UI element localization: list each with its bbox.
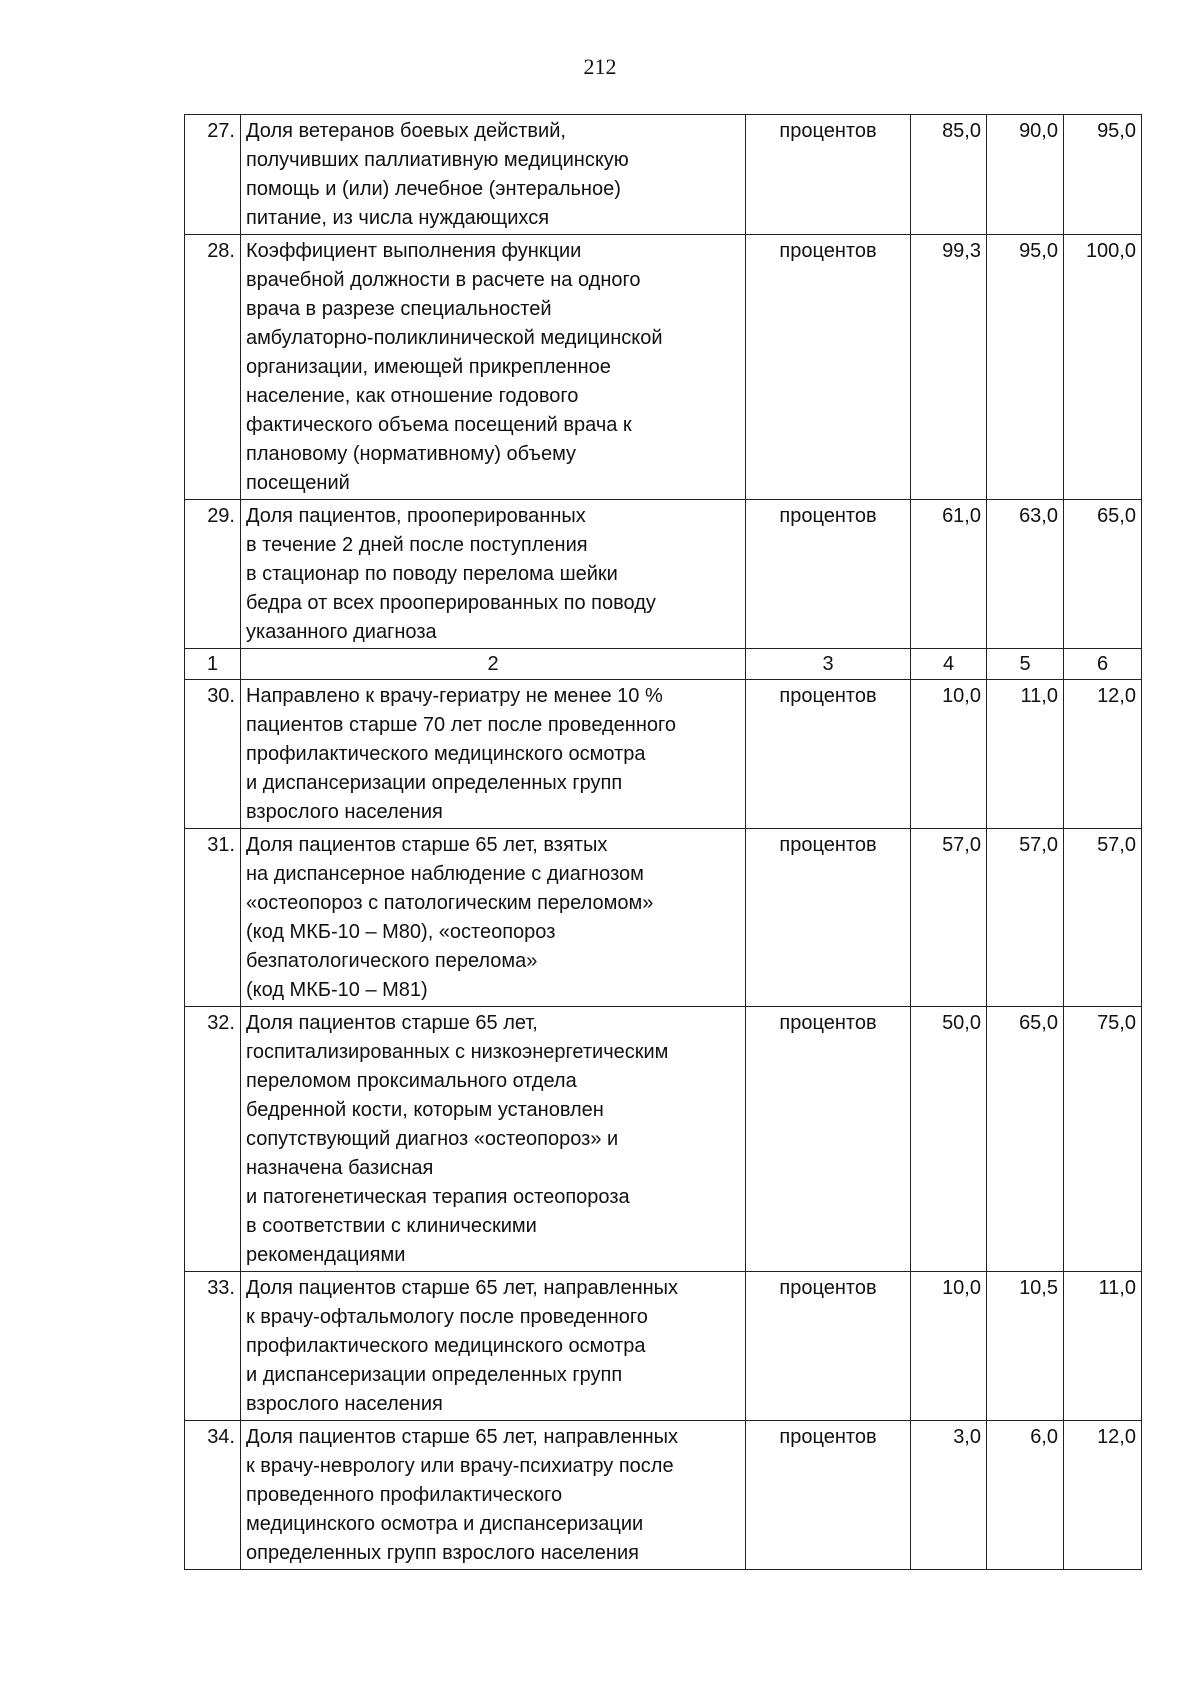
description-line: организации, имеющей прикрепленное (246, 356, 611, 378)
value-cell-1: 61,0 (911, 500, 987, 649)
description-line: и диспансеризации определенных групп (246, 772, 623, 794)
row-number: 34. (185, 1421, 241, 1570)
table-row (185, 1007, 1142, 1272)
row-number: 32. (185, 1007, 241, 1272)
description-line: безпатологического перелома» (246, 950, 538, 972)
description-line: бедра от всех прооперированных по поводу (246, 592, 656, 614)
indicator-description (241, 235, 746, 500)
unit-cell: процентов (746, 235, 911, 500)
description-line: взрослого населения (246, 801, 443, 823)
description-line: на диспансерное наблюдение с диагнозом (246, 863, 644, 885)
column-number-3: 3 (746, 649, 911, 680)
indicator-description (241, 1272, 746, 1421)
description-line: профилактического медицинского осмотра (246, 1335, 646, 1357)
value-cell-1: 50,0 (911, 1007, 987, 1272)
table-body-top (185, 115, 1142, 649)
value-cell-3: 95,0 (1064, 115, 1142, 235)
description-line: медицинского осмотра и диспансеризации (246, 1513, 644, 1535)
description-line: Доля пациентов старше 65 лет, направленных (246, 1277, 679, 1299)
unit-cell: процентов (746, 1007, 911, 1272)
row-number: 28. (185, 235, 241, 500)
description-line: к врачу-неврологу или врачу-психиатру после (246, 1455, 674, 1477)
indicators-table (184, 114, 1142, 1570)
indicator-description (241, 829, 746, 1007)
unit-cell: процентов (746, 115, 911, 235)
value-cell-1: 57,0 (911, 829, 987, 1007)
value-cell-3: 100,0 (1064, 235, 1142, 500)
value-cell-3: 57,0 (1064, 829, 1142, 1007)
value-cell-1: 99,3 (911, 235, 987, 500)
description-line: Доля ветеранов боевых действий, (246, 120, 566, 142)
table-row (185, 235, 1142, 500)
description-line: Доля пациентов старше 65 лет, (246, 1012, 538, 1034)
value-cell-3: 12,0 (1064, 680, 1142, 829)
table-row (185, 115, 1142, 235)
table-row (185, 829, 1142, 1007)
description-line: взрослого населения (246, 1393, 443, 1415)
table-body-bottom (185, 680, 1142, 1570)
description-line: и диспансеризации определенных групп (246, 1364, 623, 1386)
value-cell-2: 6,0 (987, 1421, 1064, 1570)
description-line: указанного диагноза (246, 621, 437, 643)
description-line: пациентов старше 70 лет после проведенного (246, 714, 676, 736)
value-cell-2: 11,0 (987, 680, 1064, 829)
column-number-6: 6 (1064, 649, 1142, 680)
row-number: 33. (185, 1272, 241, 1421)
description-line: питание, из числа нуждающихся (246, 207, 550, 229)
column-number-4: 4 (911, 649, 987, 680)
description-line: население, как отношение годового (246, 385, 579, 407)
column-numbers-row-group (185, 649, 1142, 680)
value-cell-3: 65,0 (1064, 500, 1142, 649)
description-line: сопутствующий диагноз «остеопороз» и (246, 1128, 619, 1150)
description-line: профилактического медицинского осмотра (246, 743, 646, 765)
description-line: (код МКБ-10 – М81) (246, 979, 428, 1001)
description-line: врачебной должности в расчете на одного (246, 269, 641, 291)
value-cell-3: 75,0 (1064, 1007, 1142, 1272)
table-row (185, 500, 1142, 649)
unit-cell: процентов (746, 1272, 911, 1421)
description-line: и патогенетическая терапия остеопороза (246, 1186, 630, 1208)
description-line: к врачу-офтальмологу после проведенного (246, 1306, 648, 1328)
description-line: в стационар по поводу перелома шейки (246, 563, 618, 585)
value-cell-1: 10,0 (911, 1272, 987, 1421)
description-line: плановому (нормативному) объему (246, 443, 577, 465)
table-row (185, 1272, 1142, 1421)
description-line: проведенного профилактического (246, 1484, 563, 1506)
column-number-5: 5 (987, 649, 1064, 680)
description-line: Коэффициент выполнения функции (246, 240, 582, 262)
unit-cell: процентов (746, 680, 911, 829)
page-number: 212 (583, 54, 617, 79)
description-line: Направлено к врачу-гериатру не менее 10 % (246, 685, 663, 707)
description-line: посещений (246, 472, 350, 494)
description-line: переломом проксимального отдела (246, 1070, 577, 1092)
unit-cell: процентов (746, 1421, 911, 1570)
description-line: в течение 2 дней после поступления (246, 534, 588, 556)
value-cell-2: 65,0 (987, 1007, 1064, 1272)
table-row (185, 1421, 1142, 1570)
description-line: бедренной кости, которым установлен (246, 1099, 604, 1121)
unit-cell: процентов (746, 829, 911, 1007)
description-line: в соответствии с клиническими (246, 1215, 537, 1237)
value-cell-1: 10,0 (911, 680, 987, 829)
description-line: госпитализированных с низкоэнергетическим (246, 1041, 669, 1063)
description-line: рекомендациями (246, 1244, 406, 1266)
description-line: врача в разрезе специальностей (246, 298, 552, 320)
unit-cell: процентов (746, 500, 911, 649)
description-line: «остеопороз с патологическим переломом» (246, 892, 654, 914)
value-cell-2: 10,5 (987, 1272, 1064, 1421)
description-line: амбулаторно-поликлинической медицинской (246, 327, 663, 349)
row-number: 27. (185, 115, 241, 235)
value-cell-2: 63,0 (987, 500, 1064, 649)
column-numbers-row (185, 649, 1142, 680)
indicator-description (241, 1007, 746, 1272)
indicator-description (241, 115, 746, 235)
column-number-1: 1 (185, 649, 241, 680)
description-line: определенных групп взрослого населения (246, 1542, 639, 1564)
indicator-description (241, 680, 746, 829)
value-cell-1: 3,0 (911, 1421, 987, 1570)
value-cell-2: 95,0 (987, 235, 1064, 500)
indicator-description (241, 1421, 746, 1570)
row-number: 29. (185, 500, 241, 649)
table-row (185, 680, 1142, 829)
row-number: 31. (185, 829, 241, 1007)
value-cell-2: 90,0 (987, 115, 1064, 235)
value-cell-1: 85,0 (911, 115, 987, 235)
row-number: 30. (185, 680, 241, 829)
description-line: фактического объема посещений врача к (246, 414, 632, 436)
description-line: Доля пациентов старше 65 лет, направленных (246, 1426, 679, 1448)
value-cell-2: 57,0 (987, 829, 1064, 1007)
description-line: (код МКБ-10 – М80), «остеопороз (246, 921, 556, 943)
description-line: получивших паллиативную медицинскую (246, 149, 629, 171)
description-line: назначена базисная (246, 1157, 434, 1179)
value-cell-3: 12,0 (1064, 1421, 1142, 1570)
column-number-2: 2 (241, 649, 746, 680)
description-line: Доля пациентов, прооперированных (246, 505, 586, 527)
description-line: помощь и (или) лечебное (энтеральное) (246, 178, 621, 200)
indicator-description (241, 500, 746, 649)
value-cell-3: 11,0 (1064, 1272, 1142, 1421)
description-line: Доля пациентов старше 65 лет, взятых (246, 834, 608, 856)
